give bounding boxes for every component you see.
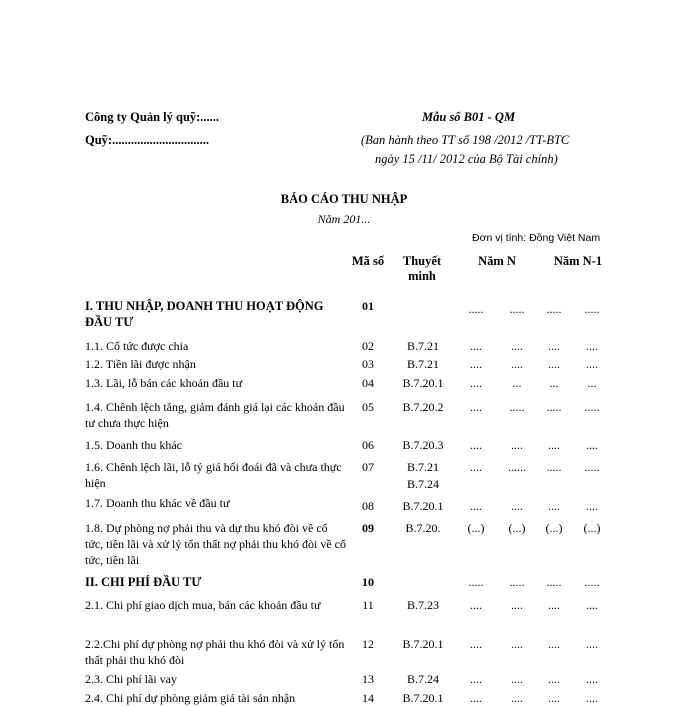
row-value: .... (548, 339, 560, 353)
row-value: ..... (509, 400, 525, 414)
row-value: ..... (546, 302, 562, 316)
row-note-ref: B.7.20.1 (402, 499, 444, 513)
row-code: 08 (362, 499, 374, 513)
row-value: ..... (546, 460, 562, 474)
row-code: 12 (362, 637, 374, 651)
row-note-ref: B.7.23 (406, 598, 439, 612)
row-note-ref-2: B.7.24 (406, 477, 439, 491)
report-title: BÁO CÁO THU NHẬP (280, 192, 408, 206)
row-value: ..... (509, 302, 525, 316)
report-year: Năm 201... (317, 212, 371, 226)
row-value: ..... (584, 575, 600, 589)
row-code: 05 (362, 400, 374, 414)
row-label: I. THU NHẬP, DOANH THU HOẠT ĐỘNG ĐẦU TƯ (85, 299, 324, 329)
row-note (392, 338, 454, 355)
row-value: .... (548, 637, 560, 651)
row-value: .... (548, 499, 560, 513)
fund-name: Quỹ:............................... (85, 133, 209, 147)
row-value: ... (587, 376, 597, 390)
row-value: .... (511, 598, 523, 612)
row-code: 10 (362, 575, 374, 589)
row-note (392, 459, 454, 493)
row-code: 06 (362, 438, 374, 452)
row-value: .... (548, 672, 560, 686)
row-note-ref: B.7.20.3 (402, 438, 444, 452)
row-note (392, 356, 454, 373)
row-note (392, 520, 454, 537)
row-value: ..... (584, 400, 600, 414)
row-value: .... (470, 339, 482, 353)
row-value: .... (470, 691, 482, 705)
row-label: 2.4. Chi phí dự phòng giảm giá tài sản nhận (85, 691, 296, 705)
row-label: 2.2.Chi phí dự phòng nợ phải thu khó đòi và xử lý tổn thất phải thu khó đòi (85, 637, 345, 667)
row-label: 2.1. Chi phí giao dịch mua, bán các khoản đầu tư (85, 598, 321, 612)
company-name: Công ty Quản lý quỹ:...... (85, 110, 220, 124)
row-code: 11 (362, 598, 374, 612)
row-note (392, 597, 454, 614)
row-label: 1.3. Lãi, lỗ bán các khoản đầu tư (85, 376, 243, 390)
row-label: 1.7. Doanh thu khác về đầu tư (85, 496, 230, 510)
row-label: 1.4. Chênh lệch tăng, giảm đánh giá lại các khoản đầu tư chưa thực hiện (85, 400, 345, 430)
row-value: .... (470, 376, 482, 390)
row-value: .... (548, 438, 560, 452)
row-value: ..... (546, 400, 562, 414)
row-value: ... (512, 376, 522, 390)
row-note (392, 690, 454, 707)
row-value: .... (511, 357, 523, 371)
row-code: 01 (362, 299, 374, 313)
row-value: .... (586, 691, 598, 705)
row-note-ref: B.7.20.1 (402, 376, 444, 390)
row-value: .... (511, 691, 523, 705)
row-note-ref: B.7.24 (406, 672, 439, 686)
column-header-note: Thuyết minh (402, 254, 442, 283)
row-value: .... (548, 691, 560, 705)
row-label: 2.3. Chi phí lãi vay (85, 672, 177, 686)
column-header-code: Mã số (351, 254, 385, 268)
row-note (392, 498, 454, 515)
row-label: 1.6. Chênh lệch lãi, lỗ tỷ giá hối đoái đã và chưa thực hiện (85, 460, 342, 490)
column-header-year-n: Năm N (478, 254, 516, 268)
form-number: Mẫu số B01 - QM (422, 110, 516, 124)
row-note-ref: B.7.20.2 (402, 400, 444, 414)
row-value: ... (549, 376, 559, 390)
row-value: .... (586, 499, 598, 513)
issued-by-line-1: (Ban hành theo TT số 198 /2012 /TT-BTC (361, 133, 570, 147)
row-note-ref: B.7.21 (406, 460, 439, 474)
row-note-ref: B.7.20.1 (402, 691, 444, 705)
row-note-ref: B.7.21 (406, 339, 439, 353)
row-code: 03 (362, 357, 374, 371)
row-value: .... (586, 438, 598, 452)
row-label: 1.1. Cổ tức được chia (85, 339, 189, 353)
row-note (392, 437, 454, 454)
row-value: ..... (468, 575, 484, 589)
row-value: .... (470, 672, 482, 686)
row-value: .... (470, 357, 482, 371)
row-value: .... (548, 357, 560, 371)
row-value: .... (470, 637, 482, 651)
row-note (392, 671, 454, 688)
row-value: .... (548, 598, 560, 612)
row-code: 09 (362, 521, 374, 535)
row-label: 1.5. Doanh thu khác (85, 438, 182, 452)
row-value: ..... (546, 575, 562, 589)
row-value: .... (586, 339, 598, 353)
row-value: ..... (584, 302, 600, 316)
currency-unit: Đơn vị tính: Đồng Việt Nam (472, 232, 601, 244)
row-label: II. CHI PHÍ ĐẦU TƯ (85, 575, 202, 589)
row-note (392, 636, 454, 653)
row-value: .... (511, 637, 523, 651)
row-note-ref: B.7.21 (406, 357, 439, 371)
row-code: 13 (362, 672, 374, 686)
row-value: ..... (584, 460, 600, 474)
row-value: .... (511, 499, 523, 513)
row-value: .... (511, 672, 523, 686)
row-value: .... (586, 357, 598, 371)
row-note (392, 375, 454, 392)
row-value: ..... (509, 575, 525, 589)
row-note-ref: B.7.20.1 (402, 637, 444, 651)
row-value: (...) (467, 521, 485, 535)
row-note (392, 399, 454, 416)
row-value: .... (511, 339, 523, 353)
row-label: 1.8. Dự phòng nợ phải thu và dự thu khó đòi về cổ tức, tiền lãi và xử lý tổn thất nợ phải thu khó đòi về cổ tức, tiền lãi (85, 521, 346, 567)
row-value: ...... (508, 460, 526, 474)
row-value: .... (586, 672, 598, 686)
row-value: ..... (468, 302, 484, 316)
row-value: (...) (508, 521, 526, 535)
row-note-ref: B.7.20. (405, 521, 441, 535)
row-value: .... (586, 637, 598, 651)
row-code: 04 (362, 376, 374, 390)
row-code: 02 (362, 339, 374, 353)
row-value: .... (470, 400, 482, 414)
row-value: .... (470, 499, 482, 513)
row-value: .... (511, 438, 523, 452)
row-value: (...) (545, 521, 563, 535)
column-header-year-n1: Năm N-1 (553, 254, 603, 268)
row-code: 14 (362, 691, 374, 705)
row-value: .... (586, 598, 598, 612)
row-value: .... (470, 460, 482, 474)
row-code: 07 (362, 460, 374, 474)
row-value: (...) (583, 521, 601, 535)
row-value: .... (470, 598, 482, 612)
row-value: .... (470, 438, 482, 452)
issued-by-line-2: ngày 15 /11/ 2012 của Bộ Tài chính) (375, 152, 558, 166)
row-label: 1.2. Tiền lãi được nhận (85, 357, 196, 371)
